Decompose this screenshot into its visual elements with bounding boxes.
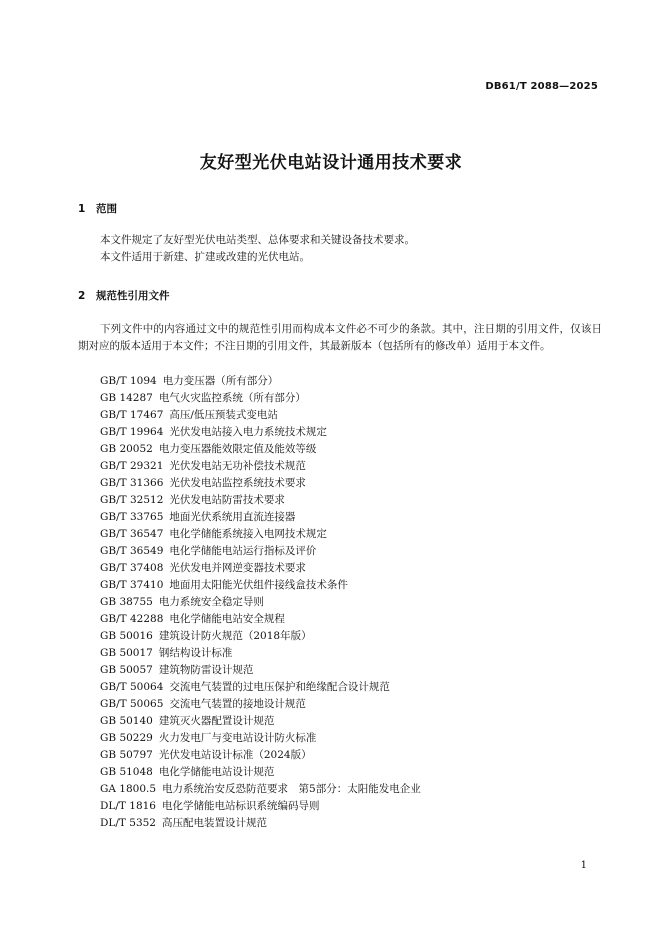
reference-title: 光伏发电站设计标准（2024版） xyxy=(158,749,312,761)
reference-item xyxy=(100,611,421,628)
reference-item xyxy=(100,815,421,832)
document-title: 友好型光伏电站设计通用技术要求 xyxy=(199,153,463,173)
document-code: DB61/T 2088—2025 xyxy=(485,81,598,92)
reference-item xyxy=(100,526,421,543)
reference-title: 电化学储能电站安全规程 xyxy=(169,613,285,625)
reference-code: DL/T 1816 xyxy=(100,800,156,812)
reference-item xyxy=(100,407,421,424)
reference-item xyxy=(100,373,421,390)
reference-title: 电力变压器（所有部分） xyxy=(162,375,279,387)
reference-code: GB 50229 xyxy=(100,732,153,744)
reference-item xyxy=(100,458,421,475)
reference-item xyxy=(100,730,421,747)
reference-title: 建筑物防雷设计规范 xyxy=(158,664,254,676)
reference-title: 建筑设计防火规范（2018年版） xyxy=(158,630,312,642)
reference-item xyxy=(100,798,421,815)
reference-title: 电力系统安全稳定导则 xyxy=(158,596,264,608)
reference-code: GB/T 17467 xyxy=(100,409,164,421)
reference-item xyxy=(100,679,421,696)
reference-item xyxy=(100,441,421,458)
reference-item xyxy=(100,747,421,764)
reference-code: GB 50140 xyxy=(100,715,153,727)
reference-code: GB/T 1094 xyxy=(100,375,157,387)
reference-title: 地面光伏系统用直流连接器 xyxy=(169,511,296,523)
reference-code: GB/T 50064 xyxy=(100,681,164,693)
reference-item xyxy=(100,543,421,560)
reference-code: GB 38755 xyxy=(100,596,153,608)
reference-title: 电力系统治安反恐防范要求 第5部分：太阳能发电企业 xyxy=(162,783,421,795)
reference-title: 交流电气装置的接地设计规范 xyxy=(169,698,306,710)
reference-title: 电化学储能系统接入电网技术规定 xyxy=(169,528,327,540)
section-2-paragraph: 下列文件中的内容通过文中的规范性引用而构成本文件必不可少的条款。其中，注日期的引用文件，仅该日期对应的版本适用于本文件；不注日期的引用文件，其最新版本（包括所有的修改单）适用于本文件。 xyxy=(78,323,602,352)
section-number: 2 xyxy=(78,290,86,302)
reference-code: GB 50797 xyxy=(100,749,153,761)
reference-item xyxy=(100,390,421,407)
reference-code: GB/T 29321 xyxy=(100,460,164,472)
reference-code: DL/T 5352 xyxy=(100,817,156,829)
reference-code: GB/T 19964 xyxy=(100,426,164,438)
reference-title: 交流电气装置的过电压保护和绝缘配合设计规范 xyxy=(169,681,390,693)
reference-item xyxy=(100,509,421,526)
reference-item xyxy=(100,781,421,798)
reference-item xyxy=(100,696,421,713)
reference-item xyxy=(100,594,421,611)
reference-code: GB 20052 xyxy=(100,443,153,455)
reference-item xyxy=(100,492,421,509)
reference-code: GB/T 36547 xyxy=(100,528,164,540)
reference-title: 光伏发电站接入电力系统技术规定 xyxy=(169,426,327,438)
reference-item xyxy=(100,424,421,441)
section-1-heading xyxy=(78,201,117,216)
section-title: 范围 xyxy=(96,203,117,215)
reference-title: 建筑灭火器配置设计规范 xyxy=(158,715,275,727)
reference-item xyxy=(100,628,421,645)
reference-title: 光伏发电站防雷技术要求 xyxy=(169,494,285,506)
reference-title: 高压/低压预装式变电站 xyxy=(169,409,278,421)
reference-code: GB 51048 xyxy=(100,766,153,778)
reference-code: GB 50016 xyxy=(100,630,153,642)
reference-code: GB/T 37410 xyxy=(100,579,164,591)
reference-code: GB/T 32512 xyxy=(100,494,164,506)
reference-title: 火力发电厂与变电站设计防火标准 xyxy=(158,732,317,744)
reference-title: 钢结构设计标准 xyxy=(158,647,233,659)
reference-item xyxy=(100,475,421,492)
reference-title: 电化学储能电站设计规范 xyxy=(158,766,275,778)
reference-title: 电力变压器能效限定值及能效等级 xyxy=(158,443,317,455)
page-number: 1 xyxy=(580,860,587,871)
section-title: 规范性引用文件 xyxy=(96,290,170,302)
reference-code: GB/T 31366 xyxy=(100,477,164,489)
reference-item xyxy=(100,577,421,594)
reference-title: 电气火灾监控系统（所有部分） xyxy=(158,392,306,404)
section-1-paragraph: 本文件规定了友好型光伏电站类型、总体要求和关键设备技术要求。 xyxy=(100,234,415,246)
reference-title: 电化学储能电站运行指标及评价 xyxy=(169,545,317,557)
reference-title: 光伏发电并网逆变器技术要求 xyxy=(169,562,306,574)
reference-item xyxy=(100,645,421,662)
reference-item xyxy=(100,560,421,577)
section-number: 1 xyxy=(78,203,86,215)
reference-code: GB 50057 xyxy=(100,664,153,676)
reference-title: 高压配电装置设计规范 xyxy=(162,817,267,829)
reference-item xyxy=(100,662,421,679)
section-1-paragraph: 本文件适用于新建、扩建或改建的光伏电站。 xyxy=(100,251,310,263)
reference-code: GB/T 36549 xyxy=(100,545,164,557)
reference-title: 光伏发电站监控系统技术要求 xyxy=(169,477,306,489)
reference-code: GA 1800.5 xyxy=(100,783,157,795)
reference-code: GB/T 33765 xyxy=(100,511,164,523)
reference-title: 地面用太阳能光伏组件接线盒技术条件 xyxy=(169,579,348,591)
reference-code: GB 50017 xyxy=(100,647,153,659)
reference-code: GB/T 42288 xyxy=(100,613,164,625)
reference-title: 光伏发电站无功补偿技术规范 xyxy=(169,460,306,472)
reference-item xyxy=(100,764,421,781)
reference-title: 电化学储能电站标识系统编码导则 xyxy=(162,800,320,812)
reference-code: GB 14287 xyxy=(100,392,153,404)
reference-item xyxy=(100,713,421,730)
reference-code: GB/T 50065 xyxy=(100,698,164,710)
section-2-heading xyxy=(78,288,170,303)
normative-reference-list xyxy=(100,373,421,832)
reference-code: GB/T 37408 xyxy=(100,562,164,574)
